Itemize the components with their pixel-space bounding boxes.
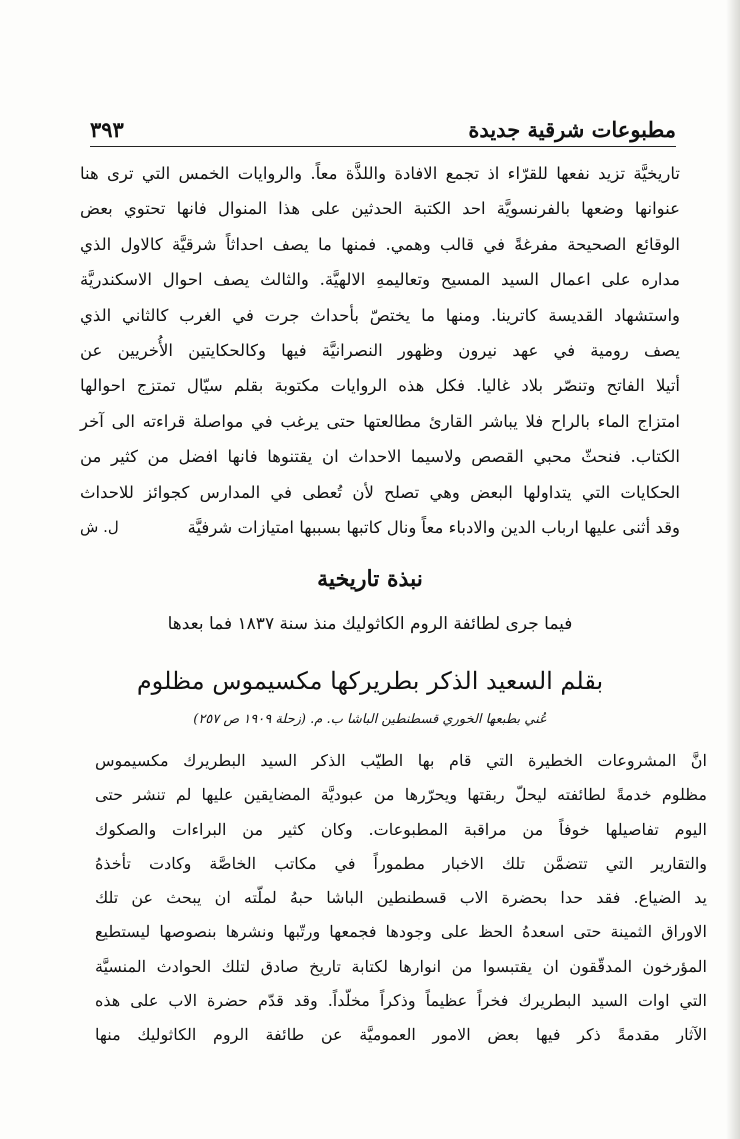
text-line: تاريخيَّة تزيد نفعها للقرّاء اذ تجمع الافادة واللذَّة معاً. والروايات الخمس التي ترى هنا <box>80 164 680 183</box>
article-author: بقلم السعيد الذكر بطريركها مكسيموس مظلوم <box>136 667 604 695</box>
article-subtitle: فيما جرى لطائفة الروم الكاثوليك منذ سنة ١٨٣٧ فما بعدها <box>167 614 573 634</box>
article-title: نبذة تاريخية <box>317 566 423 592</box>
text-line: الاوراق الثمينة حتى اسعدهُ الحظ على وجودها فجمعها ورتّبها ونشرها بنصوصها ليستطيع <box>95 922 707 942</box>
text-line-last <box>80 510 680 545</box>
review-paragraph <box>80 156 680 545</box>
text-line: يصف رومية في عهد نيرون وظهور النصرانيَّة فيها وكالحكايتين الأُخريين عن <box>80 340 680 360</box>
signature: ل. ش <box>80 517 119 536</box>
page-header <box>90 112 676 147</box>
text-line: واستشهاد القديسة كاترينا. ومنها ما يختصّ بأحداث جرت في الغرب كالثاني الذي <box>80 305 680 325</box>
text-line: أتيلا الفاتح وتنصّر بلاد غاليا. فكل هذه الروايات مكتوبة بقلم سيّال تمتزج احوالها <box>80 376 680 396</box>
text-line: عنوانها وضعها بالفرنسويَّة احد الكتبة الحدثين على هذا المنوال فانها تحتوي بعض <box>80 199 680 219</box>
text-line: وقد أثنى عليها ارباب الدين والادباء معاً ونال كاتبها بسببها امتيازات شرفيَّة <box>187 517 680 537</box>
text-line: امتزاج الماء بالراح فلا يباشر القارئ مطالعتها حتى يرغب في مواصلة قراءته الى آخر <box>80 411 680 431</box>
text-line: انَّ المشروعات الخطيرة التي قام بها الطيّب الذكر السيد البطريرك مكسيموس <box>95 751 707 770</box>
text-line: يد الضياع. فقد حدا بحضرة الاب قسطنطين الباشا حبهُ لملّته ان يبحث عن تلك <box>95 888 707 908</box>
text-line: مظلوم خدمةً لطائفته ليحلّ ربقتها ويحرّرها من عبوديَّة المضايقين عليها لم تنشر حتى <box>95 785 707 805</box>
text-line: الحكايات التي يتداولها البعض وهي تصلح لأن تُعطى في المدارس كجوائز للاحداث <box>80 482 680 502</box>
text-line: الكتاب. فنحثّ محبي القصص ولاسيما الاحداث ان يقتنوها فانها افضل من كثير من <box>80 447 680 467</box>
text-line: مداره على اعمال السيد المسيح وتعاليمهِ الالهيَّة. والثالث يصف احوال الاسكندريَّة <box>80 270 680 290</box>
text-line: الوقائع الصحيحة مفرغةً في قالب وهمي. فمنها ما يصف احداثاً شرقيَّة كالاول الذي <box>80 234 680 254</box>
text-line: والتقارير التي تتضمَّن تلك الاخبار مطموراً في مكاتب الخاصَّة وكادت تأخذهُ <box>95 853 708 873</box>
text-line: اليوم تفاصيلها خوفاً من مراقبة المطبوعات. وكان كثير من البراءات والصكوك <box>95 819 707 839</box>
article-body <box>95 744 707 1053</box>
text-line: المؤرخون المدقّقون ان يقتبسوا من انوارها لكتابة تاريخ صادق لتلك الحوادث المنسيَّة <box>95 956 708 976</box>
page-number: ٣٩٣ <box>90 116 124 142</box>
text-line: التي اوات السيد البطريرك فخراً عظيماً وذكراً مخلّداً. وقد قدّم حضرة الاب على هذه <box>95 991 707 1011</box>
running-title: مطبوعات شرقية جديدة <box>468 116 676 142</box>
source-note: عُني بطبعها الخوري قسطنطين الباشا ب. م. (زحلة ١٩٠٩ ص ٢٥٧) <box>193 712 547 727</box>
text-line: الآثار مقدمةً ذكر فيها بعض الامور العموميَّة عن طائفة الروم الكاثوليك منها <box>95 1025 707 1045</box>
